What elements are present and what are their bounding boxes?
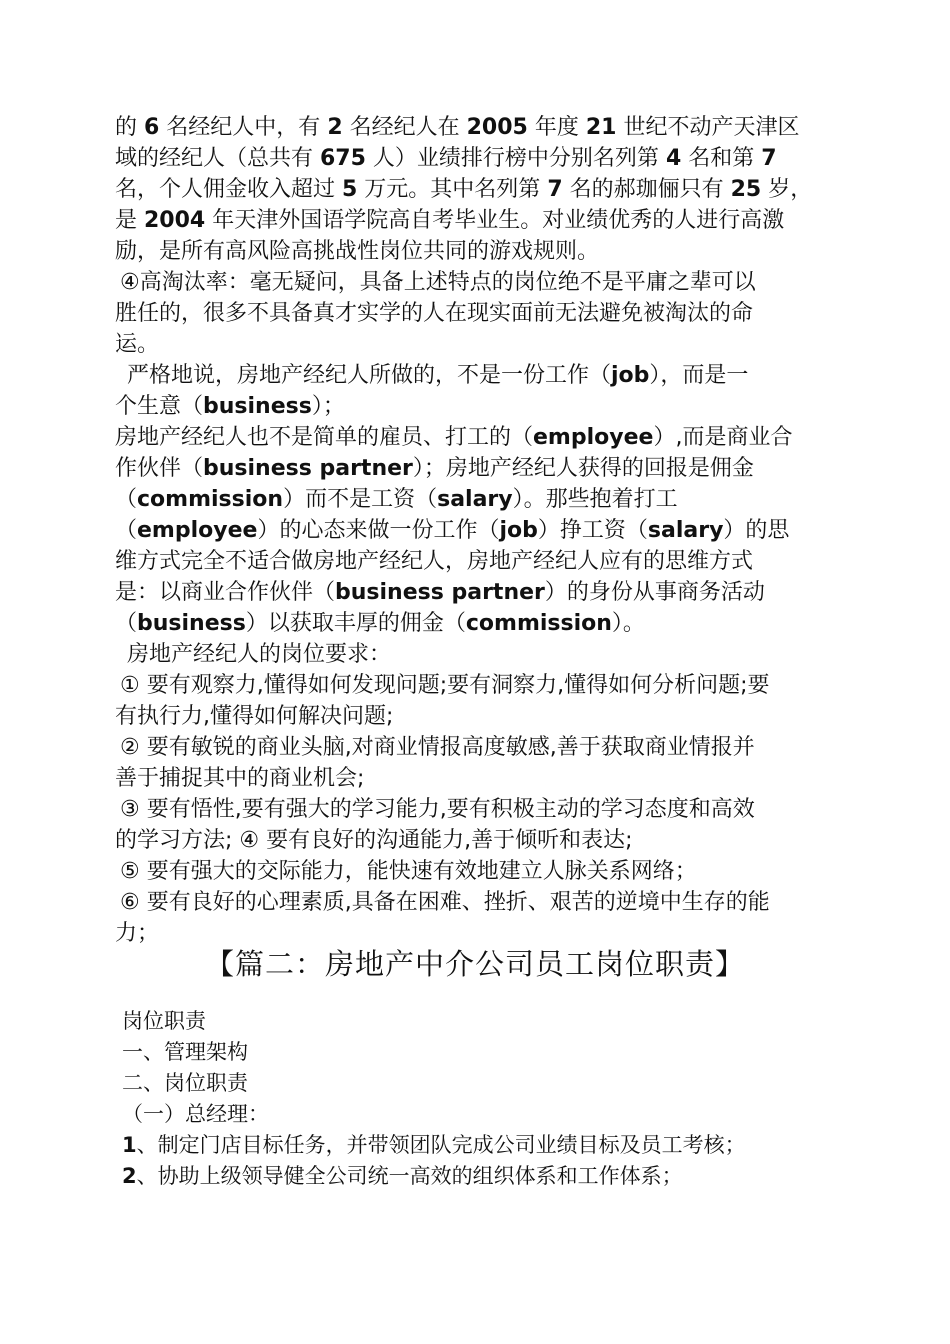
- requirement-line: 有执行力,懂得如何解决问题;: [115, 704, 394, 729]
- requirement-line: ③ 要有悟性,要有强大的学习能力,要有积极主动的学习态度和高效: [120, 797, 755, 822]
- section-line: 2、协助上级领导健全公司统一高效的组织体系和工作体系；: [122, 1164, 683, 1188]
- text-line: 的 6 名经纪人中，有 2 名经纪人在 2005 年度 21 世纪不动产天津区: [115, 115, 800, 140]
- section-line: 岗位职责: [122, 1009, 206, 1033]
- text-line: 运。: [115, 332, 160, 357]
- text-line: 维方式完全不适合做房地产经纪人，房地产经纪人应有的思维方式: [115, 549, 754, 574]
- section-line: 一、管理架构: [122, 1040, 248, 1064]
- text-line: 房地产经纪人也不是简单的雇员、打工的（employee）,而是商业合: [115, 425, 793, 450]
- text-line: 域的经纪人（总共有 675 人）业绩排行榜中分别名列第 4 名和第 7: [115, 146, 777, 171]
- text-line: 个生意（business）；: [115, 394, 345, 419]
- requirement-line: 的学习方法; ④ 要有良好的沟通能力,善于倾听和表达;: [115, 828, 633, 853]
- text-line: 励，是所有高风险高挑战性岗位共同的游戏规则。: [115, 239, 600, 264]
- text-line: 是：以商业合作伙伴（business partner）的身份从事商务活动: [115, 580, 765, 605]
- text-line: ④高淘汰率：毫无疑问，具备上述特点的岗位绝不是平庸之辈可以: [120, 270, 756, 295]
- section-line: 二、岗位职责: [122, 1071, 248, 1095]
- section-heading: 【篇二：房地产中介公司员工岗位职责】: [204, 947, 745, 981]
- requirement-line: ⑥ 要有良好的心理素质,具备在困难、挫折、艰苦的逆境中生存的能: [120, 890, 770, 915]
- requirements-intro: 房地产经纪人的岗位要求：: [127, 642, 392, 667]
- text-line: （business）以获取丰厚的佣金（commission）。: [115, 611, 645, 636]
- requirement-line: ② 要有敏锐的商业头脑,对商业情报高度敏感,善于获取商业情报并: [120, 735, 755, 760]
- section-line: （一）总经理：: [122, 1102, 269, 1126]
- text-line: （employee）的心态来做一份工作（job）挣工资（salary）的思: [115, 518, 790, 543]
- requirement-line: 善于捕捉其中的商业机会;: [115, 766, 365, 791]
- requirement-line: ⑤ 要有强大的交际能力，能快速有效地建立人脉关系网络；: [120, 859, 697, 884]
- text-line: 名，个人佣金收入超过 5 万元。其中名列第 7 名的郝珈俪只有 25 岁，: [115, 177, 813, 202]
- requirement-line: 力；: [115, 921, 160, 946]
- section-line: 1、制定门店目标任务，并带领团队完成公司业绩目标及员工考核；: [122, 1133, 746, 1157]
- requirement-line: ① 要有观察力,懂得如何发现问题;要有洞察力,懂得如何分析问题;要: [120, 673, 770, 698]
- text-line: 是 2004 年天津外国语学院高自考毕业生。对业绩优秀的人进行高激: [115, 208, 785, 233]
- text-line: （commission）而不是工资（salary）。那些抱着打工: [115, 487, 678, 512]
- text-line: 作伙伴（business partner）；房地产经纪人获得的回报是佣金: [115, 456, 754, 481]
- text-line: 严格地说，房地产经纪人所做的，不是一份工作（job），而是一: [127, 363, 749, 388]
- text-line: 胜任的，很多不具备真才实学的人在现实面前无法避免被淘汰的命: [115, 301, 754, 326]
